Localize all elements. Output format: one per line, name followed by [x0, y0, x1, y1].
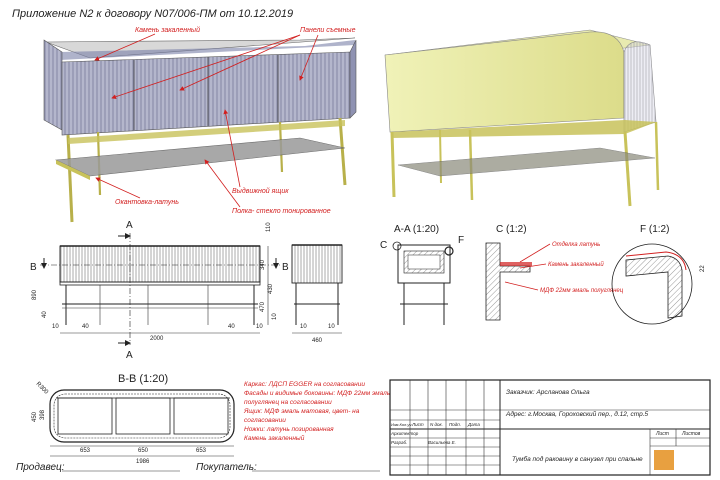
- tb-col-sign: Подп.: [449, 422, 461, 427]
- front-elevation: [30, 220, 289, 361]
- dim-front-m10-left: 10: [52, 324, 59, 330]
- callout-stone-top: Камень закаленный: [135, 27, 200, 34]
- tb-col-sheet: Лист: [412, 422, 424, 427]
- section-bb: [32, 373, 234, 465]
- section-a-mark-top: A: [126, 220, 133, 231]
- note-line-2: Фасады и видимые боковины: МДФ 22мм эмаль: [244, 390, 391, 397]
- company-logo: [654, 450, 674, 470]
- dim-plan-d2: 398: [40, 409, 46, 420]
- dim-front-width: 2000: [150, 336, 164, 342]
- note-line-4: Ящик: МДФ эмаль матовая, цвет- на: [244, 408, 360, 415]
- detail-f: [612, 224, 706, 324]
- tb-col-date: Дата: [468, 422, 480, 427]
- note-line-1: Каркас: ЛДСП EGGER на согласовании: [244, 381, 365, 388]
- callout-panels: Панели съемные: [300, 27, 356, 34]
- detail-c-title: C (1:2): [496, 224, 527, 235]
- dim-detail-f: 22: [700, 265, 706, 272]
- render-left: [44, 38, 356, 222]
- dim-front-m10-right: 10: [256, 324, 263, 330]
- callout-shelf: Полка- стекло тонированное: [232, 208, 331, 215]
- note-line-5: согласовании: [244, 417, 286, 424]
- dim-front-h3: 430: [268, 283, 274, 294]
- dim-side-m10-right: 10: [328, 324, 335, 330]
- section-aa: [380, 224, 464, 325]
- tb-col-doc: N док.: [430, 422, 443, 427]
- dim-front-m40-right: 40: [228, 324, 235, 330]
- dim-plan-w1: 653: [80, 448, 91, 454]
- dim-side-width: 460: [312, 338, 323, 344]
- dim-front-h2: 340: [260, 259, 266, 270]
- tb-customer: Заказчик: Арсланова Ольга: [506, 389, 590, 396]
- section-aa-title: A-A (1:20): [394, 224, 440, 235]
- sheet-title: Приложение N2 к договору N07/006-ПМ от 10.12.2019: [12, 8, 294, 20]
- detail-f-title: F (1:2): [640, 224, 670, 235]
- note-line-6: Ножки: латунь позированная: [244, 426, 334, 433]
- dim-plan-w3: 653: [196, 448, 207, 454]
- tb-sheet-label: Лист: [656, 431, 669, 437]
- tb-product: Тумба под раковину в санузел при спальне: [512, 456, 643, 463]
- dim-front-h4: 470: [260, 301, 266, 312]
- tb-address: Адрес: г.Москва, Гороховский пер., д.12, стр.5: [506, 411, 649, 418]
- callout-drawer: Выдвижной ящик: [232, 188, 289, 195]
- section-b-mark-right: B: [282, 262, 289, 273]
- dim-plan-d1: 450: [32, 411, 38, 422]
- tb-architect: Архитектор: [391, 431, 419, 436]
- callout-edge: Окантовка-латунь: [115, 199, 179, 206]
- callout-brass-edge: Отделка латунь: [552, 242, 601, 248]
- dim-front-h6: 40: [42, 311, 48, 318]
- dim-plan-total: 1986: [136, 459, 150, 465]
- tb-col-change: Изм.Кол.уч: [391, 422, 412, 427]
- section-a-mark-bottom: A: [126, 350, 133, 361]
- footer-buyer: Покупатель:: [196, 462, 257, 473]
- detail-c: [486, 224, 624, 320]
- tb-developer: Васильева Е.: [428, 440, 456, 445]
- note-line-3: полуглянец на согласовании: [244, 399, 332, 406]
- callout-stone-detail: Камень закаленный: [548, 262, 604, 268]
- section-c-mark: C: [380, 240, 388, 251]
- dim-front-h1: 110: [266, 222, 272, 232]
- dim-front-m40-left: 40: [82, 324, 89, 330]
- section-b-mark-left: B: [30, 262, 37, 273]
- side-elevation: [292, 245, 342, 344]
- render-right: [385, 30, 658, 206]
- note-line-7: Камень закаленный: [244, 435, 305, 442]
- title-block: [390, 380, 710, 475]
- dim-plan-radius: R300: [34, 381, 49, 396]
- tb-sheets-label: Листов: [682, 431, 701, 437]
- section-f-mark: F: [458, 235, 465, 246]
- dim-plan-w2: 650: [138, 448, 149, 454]
- callout-mdf: МДФ 22мм эмаль полуглянец: [540, 288, 624, 294]
- tb-developer-role: Разраб.: [391, 440, 408, 445]
- dim-front-off: 10: [272, 313, 278, 320]
- material-notes: [243, 381, 391, 442]
- dim-front-h5: 890: [32, 289, 38, 300]
- footer-seller: Продавец:: [16, 462, 65, 473]
- section-bb-title: B-B (1:20): [118, 373, 169, 385]
- dim-side-m10-left: 10: [300, 324, 307, 330]
